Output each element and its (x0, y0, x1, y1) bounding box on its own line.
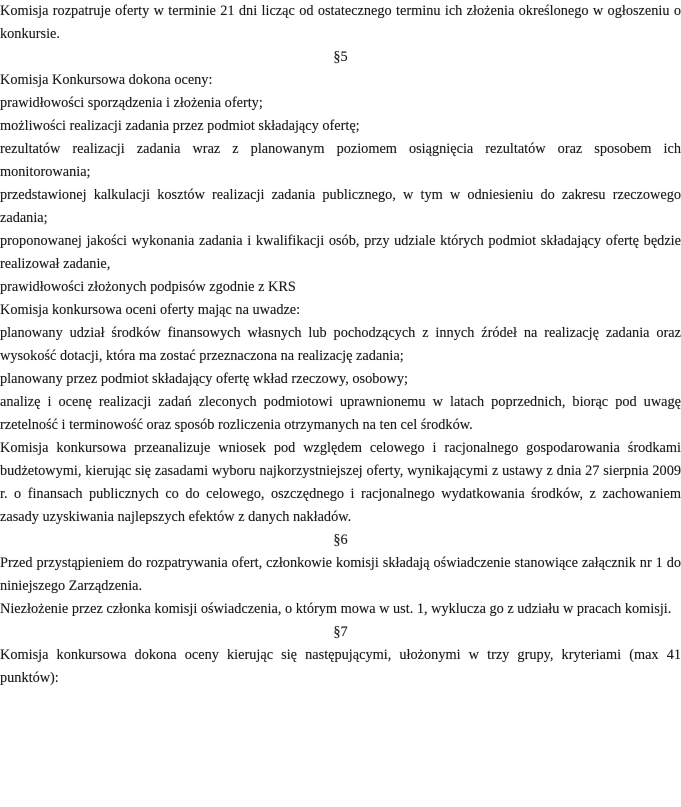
lettered-sub-item (0, 230, 681, 276)
item-text: Komisja rozpatruje oferty w terminie 21 dni licząc od ostatecznego terminu ich złożenia określonego w ogłoszeniu o konkursie. (0, 3, 681, 42)
item-text: Przed przystąpieniem do rozpatrywania ofert, członkowie komisji składają oświadczenie stanowiące załącznik nr 1 do niniejszego Zarządzenia. (0, 555, 681, 594)
sub-item-text: prawidłowości złożonych podpisów zgodnie z KRS (0, 279, 296, 295)
sub-item-text: analizę i ocenę realizacji zadań zleconych podmiotowi uprawnionemu w latach poprzednich, biorąc pod uwagę rzetelność i terminowość oraz sposób rozliczenia otrzymanych na ten cel środków. (0, 394, 681, 433)
item-text: Komisja konkursowa oceni oferty mając na uwadze: (0, 302, 301, 318)
section7-intro-paragraph: Komisja konkursowa dokona oceny kierując się następującymi, ułożonymi w trzy grupy, kryteriami (max 41 punktów): (0, 647, 681, 686)
sub-item-text: możliwości realizacji zadania przez podmiot składający ofertę; (0, 118, 360, 134)
lettered-sub-item (0, 322, 681, 368)
lettered-sub-item (0, 391, 681, 437)
lettered-sub-item (0, 368, 681, 391)
numbered-item-5 (0, 0, 681, 46)
numbered-item-1 (0, 69, 681, 92)
sub-item-text: prawidłowości sporządzenia i złożenia oferty; (0, 95, 263, 111)
numbered-item-2 (0, 299, 681, 322)
section-heading-5: §5 (333, 49, 348, 65)
numbered-item-2 (0, 598, 681, 621)
lettered-sub-item (0, 184, 681, 230)
sub-item-text: przedstawionej kalkulacji kosztów realizacji zadania publicznego, w tym w odniesieniu do zakresu rzeczowego zadania; (0, 187, 681, 226)
item-text: Komisja Konkursowa dokona oceny: (0, 72, 213, 88)
section5-closing-paragraph: Komisja konkursowa przeanalizuje wniosek pod względem celowego i racjonalnego gospodarowania środkami budżetowymi, kierując się zasadami wyboru najkorzystniejszej oferty, wynikającymi z ustawy z dnia 27 sierpnia 2009 r. o finansach publicznych co do celowego, oszczędnego i racjonalnego wydatkowania środków, z zachowaniem zasady uzyskiwania najlepszych efektów z danych nakładów. (0, 440, 681, 525)
lettered-sub-item (0, 92, 681, 115)
section-heading-6: §6 (333, 532, 348, 548)
sub-item-text: planowany udział środków finansowych własnych lub pochodzących z innych źródeł na realizację zadania oraz wysokość dotacji, która ma zostać przeznaczona na realizację zadania; (0, 325, 681, 364)
sub-item-text: planowany przez podmiot składający ofertę wkład rzeczowy, osobowy; (0, 371, 408, 387)
lettered-sub-item (0, 115, 681, 138)
sub-item-text: rezultatów realizacji zadania wraz z planowanym poziomem osiągnięcia rezultatów oraz sposobem ich monitorowania; (0, 141, 681, 180)
lettered-sub-item (0, 276, 681, 299)
item-text: Niezłożenie przez członka komisji oświadczenia, o którym mowa w ust. 1, wyklucza go z udziału w pracach komisji. (0, 601, 672, 617)
numbered-item-1 (0, 552, 681, 598)
lettered-sub-item (0, 138, 681, 184)
sub-item-text: proponowanej jakości wykonania zadania i kwalifikacji osób, przy udziale których podmiot składający ofertę będzie realizował zadanie, (0, 233, 681, 272)
section-heading-7: §7 (333, 624, 348, 640)
